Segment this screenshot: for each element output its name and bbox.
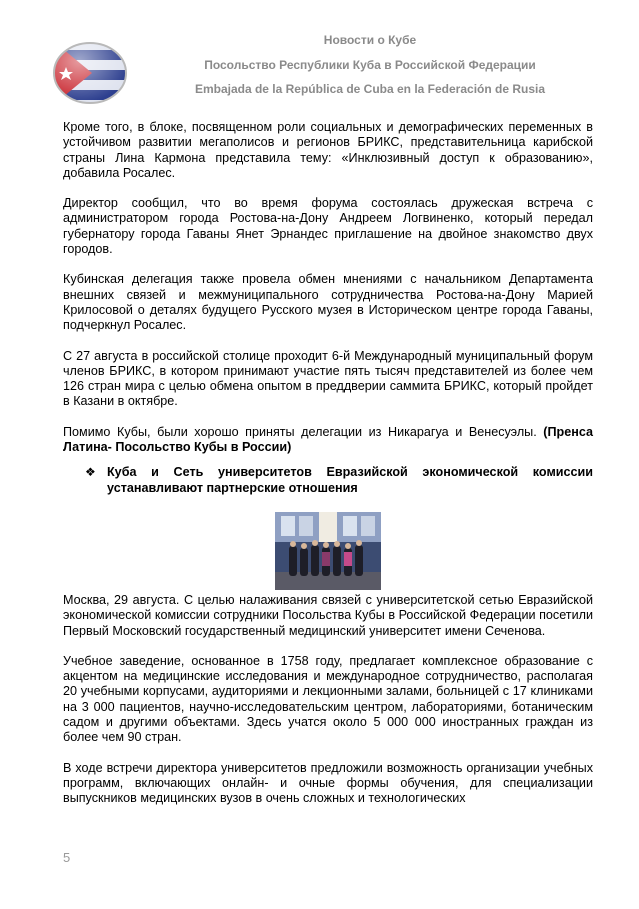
diamond-bullet-icon: ❖ xyxy=(85,465,96,480)
page-number: 5 xyxy=(63,850,71,865)
news-source: (Пренса Латина- Посольство Кубы в России) xyxy=(63,424,593,455)
paragraph: Кроме того, в блоке, посвященном роли социальных и демографических переменных в устойчивом развитии мегаполисов и регионов БРИКС, представительница карибской страны Лина Кармона представила тему: «Инклюзивный доступ к образованию», добавила Росалес. xyxy=(63,120,593,180)
paragraph-text: Помимо Кубы, были хорошо приняты делегации из Никарагуа и Венесуэлы. xyxy=(63,424,544,439)
paragraph: Кубинская делегация также провела обмен мнениями с начальником Департамента внешних связей и межмуниципального сотрудничества Ростова-на-Дону Марией Крилосовой о деталях будущего Русского музея в Историческом центре города Гаваны, подчеркнул Росалес. xyxy=(63,272,593,333)
paragraph: С 27 августа в российской столице проходит 6-й Международный муниципальный форум членов БРИКС, в котором принимают участие пять тысяч представителей из более чем 126 стран мира с целью обмена опытом в преддверии саммита БРИКС, который пройдет в Казани в октябре. xyxy=(63,348,593,409)
header-embassy-es: Embajada de la República de Cuba en la Federación de Rusia xyxy=(194,82,546,96)
header-title: Новости о Кубе xyxy=(323,33,417,47)
page-header xyxy=(0,0,639,110)
paragraph xyxy=(63,425,593,456)
group-photo xyxy=(275,512,381,590)
article-body xyxy=(63,120,593,807)
section-heading xyxy=(85,465,593,496)
paragraph: В ходе встречи директора университетов предложили возможность организации учебных программ, включающих онлайн- и очные формы обучения, для специализации выпускников медицинских вузов в очень сложных и технологических xyxy=(63,760,593,806)
photo-container xyxy=(63,512,593,590)
cuban-flag-sphere-icon xyxy=(52,40,128,106)
paragraph: Москва, 29 августа. С целью налаживания связей с университетской сетью Евразийской экономической комиссии сотрудники Посольства Кубы в Российской Федерации посетили Первый Московский государственный медицинский университет имени Сеченова. xyxy=(63,592,593,638)
paragraph: Учебное заведение, основанное в 1758 году, предлагает комплексное образование с акцентом на медицинские исследования и международное сотрудничество, располагая 20 учебными корпусами, аудиториями и лекционными залами, больницей с 17 клиниками на 3 000 пациентов, научно-исследовательским центром, лабораториями, ботаническим садом и другими объектами. Здесь учатся около 5 000 000 иностранных граждан из более чем 90 стран. xyxy=(63,653,593,745)
header-embassy-ru: Посольство Республики Куба в Российской Федерации xyxy=(204,58,536,72)
paragraph: Директор сообщил, что во время форума состоялась дружеская встреча с администратором города Ростова-на-Дону Андреем Логвиненко, который передал губернатору города Гаваны Янет Эрнандес приглашение на двойное знакомство двух городов. xyxy=(63,196,593,257)
section-title: Куба и Сеть университетов Евразийской экономической комиссии устанавливают партнерские отношения xyxy=(107,465,593,495)
